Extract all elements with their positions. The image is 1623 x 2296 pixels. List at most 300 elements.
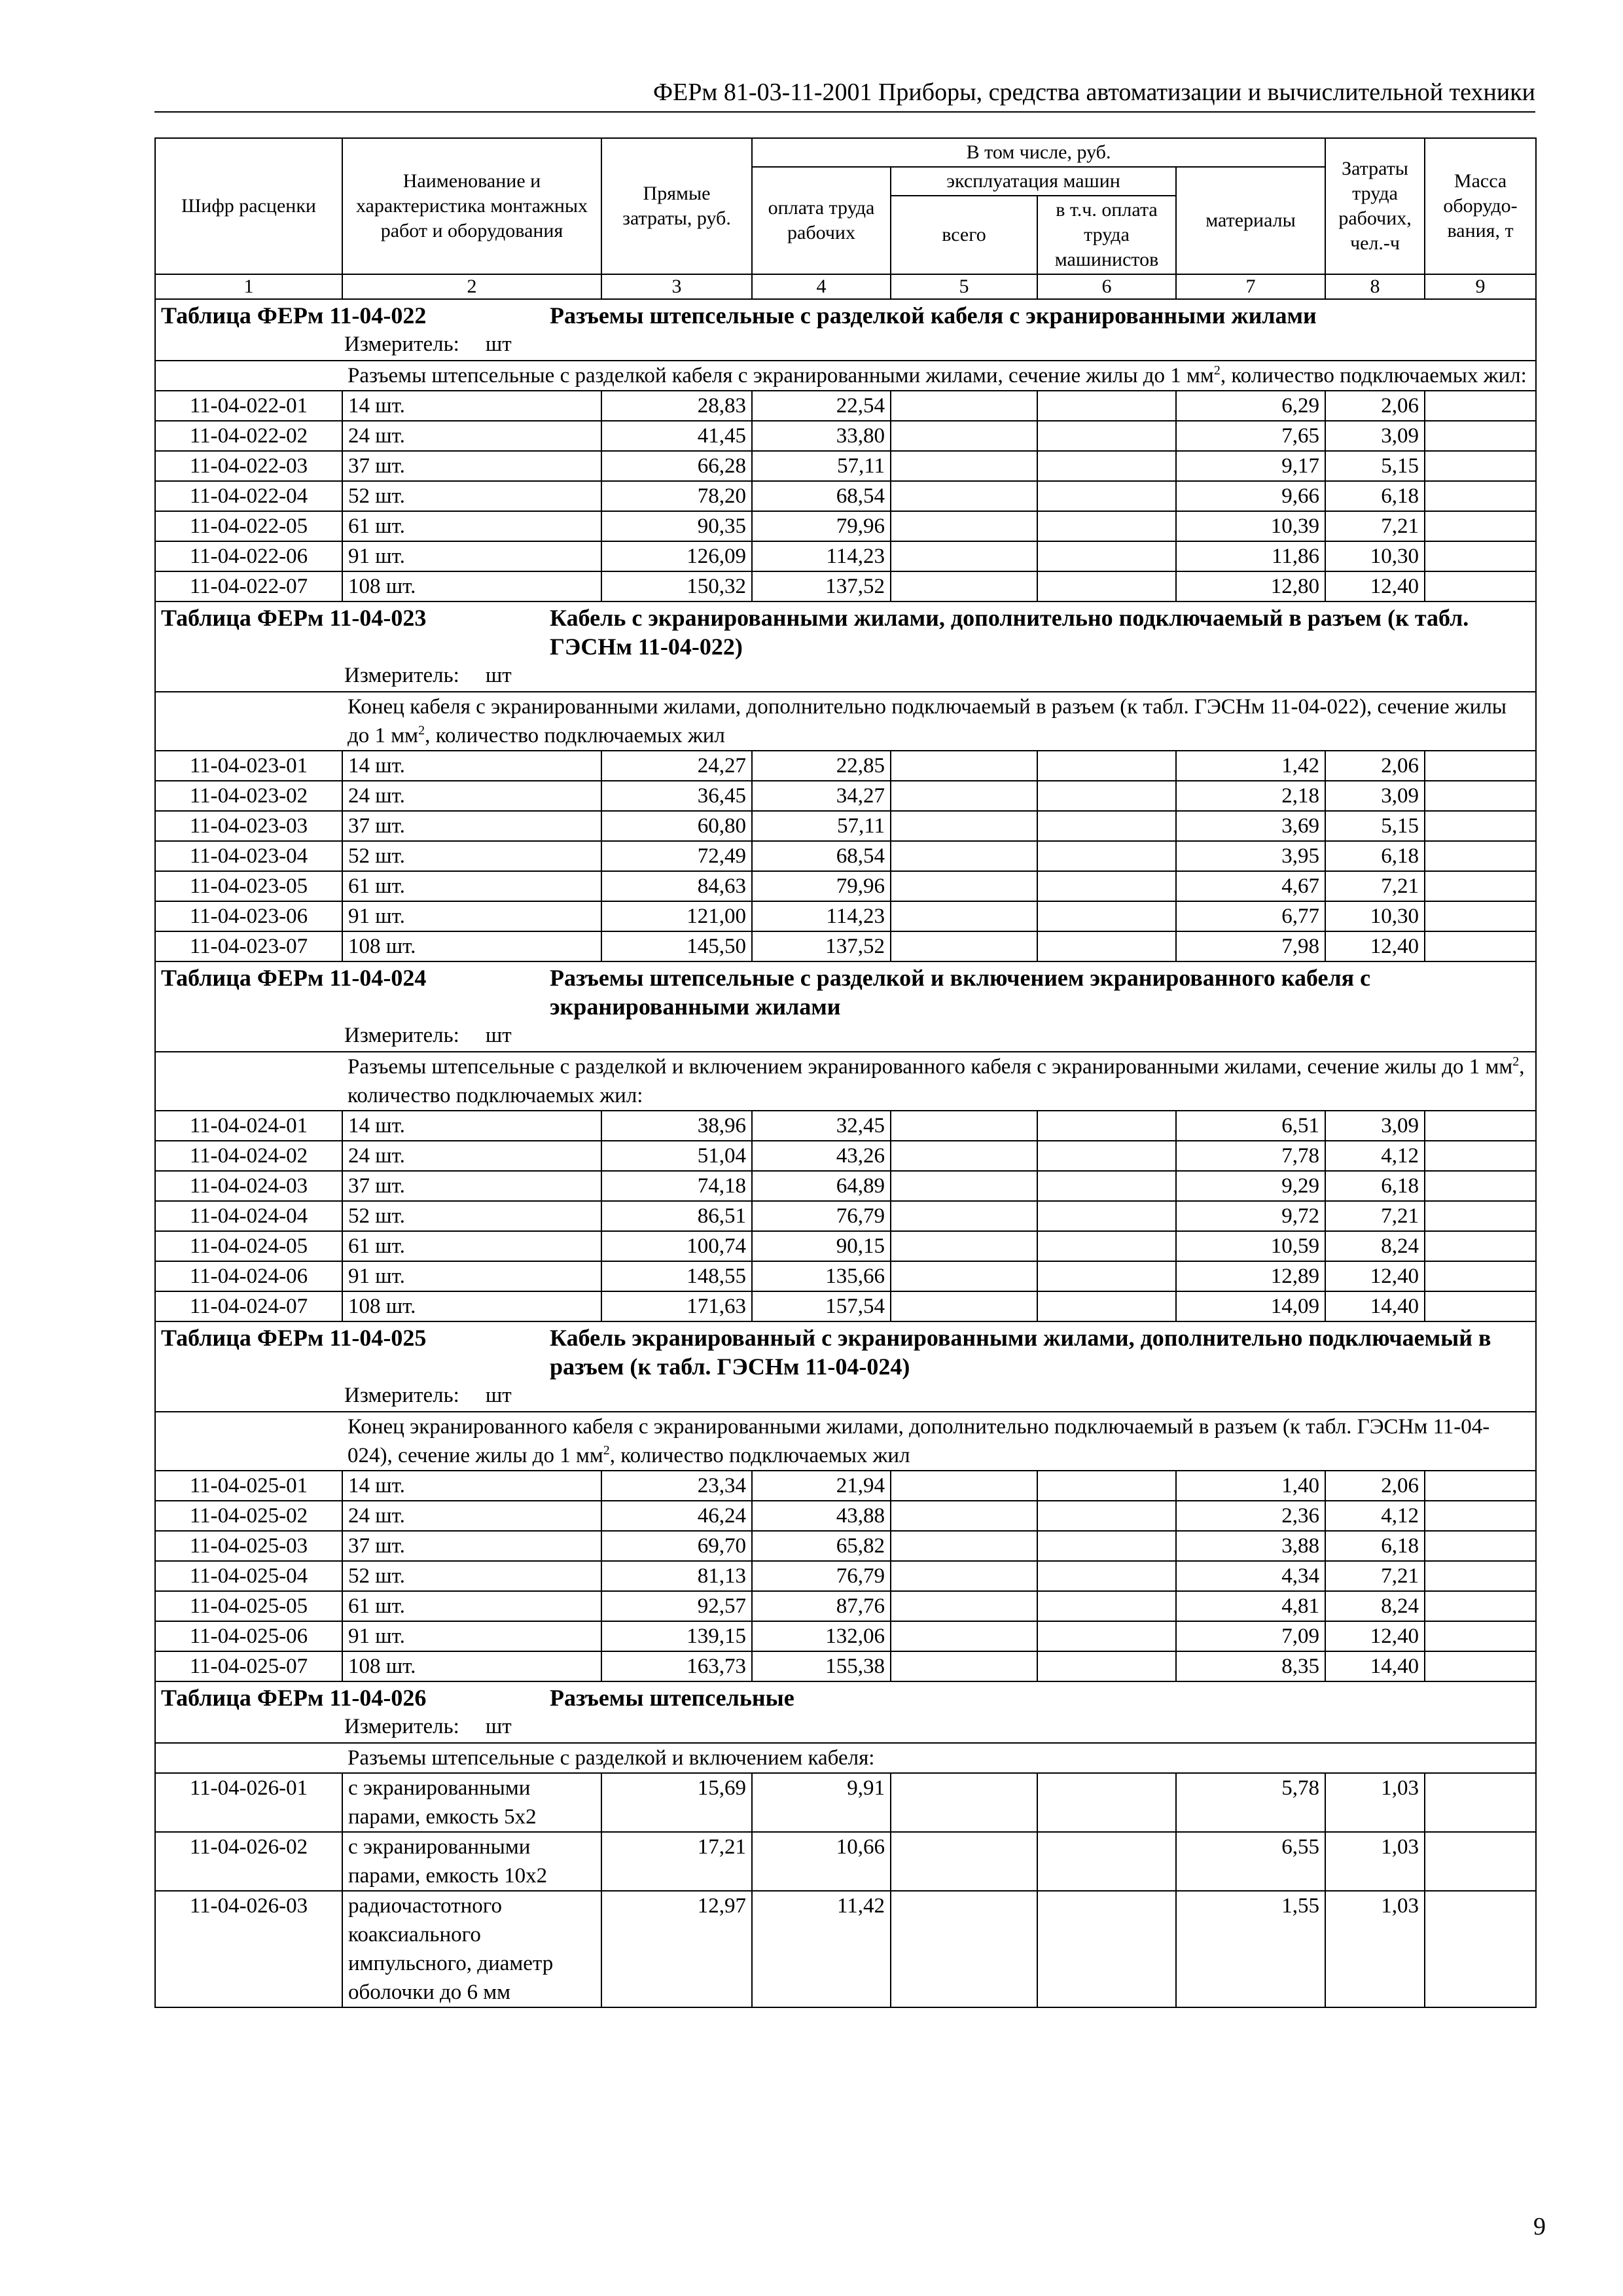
labor-pay: 87,76 <box>752 1591 891 1621</box>
direct-costs: 145,50 <box>601 931 752 961</box>
direct-costs: 12,97 <box>601 1891 752 2007</box>
direct-costs: 24,27 <box>601 751 752 781</box>
equipment-mass <box>1425 1471 1536 1501</box>
rate-code: 11-04-025-01 <box>155 1471 342 1501</box>
equipment-mass <box>1425 1891 1536 2007</box>
materials: 6,55 <box>1176 1832 1325 1891</box>
materials: 6,29 <box>1176 391 1325 421</box>
labor-hours: 6,18 <box>1325 841 1425 871</box>
description-spacer <box>155 361 342 391</box>
header-labor-costs: Затраты труда рабочих, чел.-ч <box>1325 138 1425 274</box>
labor-pay: 132,06 <box>752 1621 891 1651</box>
labor-hours: 14,40 <box>1325 1651 1425 1681</box>
equipment-mass <box>1425 421 1536 451</box>
labor-pay: 137,52 <box>752 571 891 601</box>
work-name: 24 шт. <box>342 421 601 451</box>
machinists-pay <box>1037 1471 1176 1501</box>
machines-total <box>891 1651 1037 1681</box>
rate-code: 11-04-022-07 <box>155 571 342 601</box>
work-name: 61 шт. <box>342 1231 601 1261</box>
materials: 1,42 <box>1176 751 1325 781</box>
table-row <box>155 1291 1536 1321</box>
materials: 5,78 <box>1176 1773 1325 1832</box>
machinists-pay <box>1037 751 1176 781</box>
materials: 2,18 <box>1176 781 1325 811</box>
labor-pay: 68,54 <box>752 841 891 871</box>
description-text-end: , количество подключаемых жил: <box>1220 364 1527 387</box>
machines-total <box>891 841 1037 871</box>
work-name: 91 шт. <box>342 1261 601 1291</box>
machinists-pay <box>1037 571 1176 601</box>
work-name: 24 шт. <box>342 1141 601 1171</box>
materials: 3,69 <box>1176 811 1325 841</box>
section-description <box>342 1743 1536 1773</box>
labor-pay: 64,89 <box>752 1171 891 1201</box>
table-row <box>155 901 1536 931</box>
work-name: с экранированными парами, емкость 10x2 <box>342 1832 601 1891</box>
rate-code: 11-04-024-03 <box>155 1171 342 1201</box>
machinists-pay <box>1037 1171 1176 1201</box>
labor-pay: 68,54 <box>752 481 891 511</box>
machinists-pay <box>1037 1501 1176 1531</box>
machines-total <box>891 541 1037 571</box>
description-superscript: 2 <box>418 723 425 738</box>
machines-total <box>891 391 1037 421</box>
work-name: 24 шт. <box>342 781 601 811</box>
equipment-mass <box>1425 841 1536 871</box>
work-name: 52 шт. <box>342 1201 601 1231</box>
direct-costs: 15,69 <box>601 1773 752 1832</box>
section-description <box>342 1412 1536 1471</box>
machines-total <box>891 421 1037 451</box>
column-number: 6 <box>1037 274 1176 299</box>
rate-code: 11-04-024-05 <box>155 1231 342 1261</box>
labor-hours: 6,18 <box>1325 1171 1425 1201</box>
machines-total <box>891 451 1037 481</box>
rate-code: 11-04-026-02 <box>155 1832 342 1891</box>
labor-pay: 157,54 <box>752 1291 891 1321</box>
section-title-cell <box>155 1321 1536 1412</box>
section-title-row <box>155 961 1536 1052</box>
direct-costs: 84,63 <box>601 871 752 901</box>
labor-pay: 57,11 <box>752 451 891 481</box>
description-spacer <box>155 692 342 751</box>
table-row <box>155 571 1536 601</box>
work-name: 61 шт. <box>342 511 601 541</box>
header-row-1 <box>155 138 1536 167</box>
section-title: Разъемы штепсельные с разделкой кабеля с экранированными жилами <box>550 302 1317 329</box>
materials: 3,95 <box>1176 841 1325 871</box>
machinists-pay <box>1037 1261 1176 1291</box>
materials: 11,86 <box>1176 541 1325 571</box>
description-spacer <box>155 1412 342 1471</box>
equipment-mass <box>1425 1531 1536 1561</box>
table-row <box>155 811 1536 841</box>
machines-total <box>891 1471 1037 1501</box>
labor-pay: 9,91 <box>752 1773 891 1832</box>
header-materials: материалы <box>1176 167 1325 274</box>
materials: 12,80 <box>1176 571 1325 601</box>
equipment-mass <box>1425 871 1536 901</box>
section-title-row <box>155 1321 1536 1412</box>
description-spacer <box>155 1052 342 1111</box>
direct-costs: 78,20 <box>601 481 752 511</box>
table-row <box>155 1501 1536 1531</box>
direct-costs: 66,28 <box>601 451 752 481</box>
materials: 7,09 <box>1176 1621 1325 1651</box>
rate-code: 11-04-025-03 <box>155 1531 342 1561</box>
direct-costs: 163,73 <box>601 1651 752 1681</box>
work-name: 37 шт. <box>342 451 601 481</box>
header-name: Наименование и характеристика монтажных работ и оборудования <box>342 138 601 274</box>
work-name: 37 шт. <box>342 1171 601 1201</box>
machinists-pay <box>1037 781 1176 811</box>
labor-pay: 43,26 <box>752 1141 891 1171</box>
rate-code: 11-04-024-01 <box>155 1111 342 1141</box>
work-name: 14 шт. <box>342 1471 601 1501</box>
header-direct-costs: Прямые затраты, руб. <box>601 138 752 274</box>
table-row <box>155 511 1536 541</box>
labor-hours: 2,06 <box>1325 751 1425 781</box>
machines-total <box>891 1531 1037 1561</box>
equipment-mass <box>1425 451 1536 481</box>
labor-pay: 43,88 <box>752 1501 891 1531</box>
work-name: 14 шт. <box>342 751 601 781</box>
labor-pay: 135,66 <box>752 1261 891 1291</box>
table-row <box>155 781 1536 811</box>
section-description-row <box>155 1412 1536 1471</box>
column-number: 3 <box>601 274 752 299</box>
machinists-pay <box>1037 451 1176 481</box>
labor-hours: 2,06 <box>1325 1471 1425 1501</box>
machines-total <box>891 1141 1037 1171</box>
materials: 4,34 <box>1176 1561 1325 1591</box>
rate-code: 11-04-024-02 <box>155 1141 342 1171</box>
rate-code: 11-04-026-03 <box>155 1891 342 2007</box>
labor-pay: 34,27 <box>752 781 891 811</box>
equipment-mass <box>1425 1111 1536 1141</box>
table-row <box>155 1141 1536 1171</box>
machinists-pay <box>1037 1201 1176 1231</box>
direct-costs: 171,63 <box>601 1291 752 1321</box>
direct-costs: 28,83 <box>601 391 752 421</box>
section-title: Кабель экранированный с экранированными жилами, дополнительно подключаемый в разъем (к табл. ГЭСНм 11-04-024) <box>550 1325 1491 1380</box>
description-text: Конец экранированного кабеля с экранированными жилами, дополнительно подключаемый в разъем (к табл. ГЭСНм 11-04-024), сечение жилы до 1 мм <box>348 1415 1490 1467</box>
machines-total <box>891 1621 1037 1651</box>
materials: 6,77 <box>1176 901 1325 931</box>
equipment-mass <box>1425 1501 1536 1531</box>
machinists-pay <box>1037 1111 1176 1141</box>
meter-label: Измеритель: <box>344 332 459 356</box>
rate-code: 11-04-023-05 <box>155 871 342 901</box>
materials: 9,17 <box>1176 451 1325 481</box>
running-header: ФЕРм 81-03-11-2001 Приборы, средства автоматизации и вычислительной техники <box>154 73 1535 113</box>
machinists-pay <box>1037 1832 1176 1891</box>
table-row <box>155 1471 1536 1501</box>
machinists-pay <box>1037 1591 1176 1621</box>
labor-hours: 8,24 <box>1325 1231 1425 1261</box>
machines-total <box>891 811 1037 841</box>
labor-hours: 1,03 <box>1325 1832 1425 1891</box>
labor-hours: 3,09 <box>1325 1111 1425 1141</box>
table-row <box>155 751 1536 781</box>
equipment-mass <box>1425 391 1536 421</box>
labor-hours: 1,03 <box>1325 1891 1425 2007</box>
description-spacer <box>155 1743 342 1773</box>
table-row <box>155 1561 1536 1591</box>
labor-hours: 4,12 <box>1325 1501 1425 1531</box>
machines-total <box>891 781 1037 811</box>
labor-pay: 32,45 <box>752 1111 891 1141</box>
labor-hours: 3,09 <box>1325 781 1425 811</box>
section-description-row <box>155 1743 1536 1773</box>
equipment-mass <box>1425 1591 1536 1621</box>
labor-pay: 33,80 <box>752 421 891 451</box>
machinists-pay <box>1037 1891 1176 2007</box>
materials: 1,40 <box>1176 1471 1325 1501</box>
description-text: Разъемы штепсельные с разделкой кабеля с экранированными жилами, сечение жилы до 1 мм <box>348 364 1214 387</box>
machinists-pay <box>1037 1651 1176 1681</box>
section-title-cell <box>155 299 1536 361</box>
section-title-cell <box>155 961 1536 1052</box>
description-text: Разъемы штепсельные с разделкой и включением кабеля: <box>348 1746 875 1770</box>
labor-pay: 155,38 <box>752 1651 891 1681</box>
table-row <box>155 1621 1536 1651</box>
header-code: Шифр расценки <box>155 138 342 274</box>
work-name: 61 шт. <box>342 871 601 901</box>
machinists-pay <box>1037 1621 1176 1651</box>
machines-total <box>891 1291 1037 1321</box>
section-description <box>342 1052 1536 1111</box>
equipment-mass <box>1425 1261 1536 1291</box>
materials: 9,29 <box>1176 1171 1325 1201</box>
section-id: Таблица ФЕРм 11-04-023 <box>161 605 427 631</box>
labor-hours: 2,06 <box>1325 391 1425 421</box>
labor-hours: 5,15 <box>1325 451 1425 481</box>
meter-unit: шт <box>485 664 512 687</box>
machinists-pay <box>1037 901 1176 931</box>
materials: 10,39 <box>1176 511 1325 541</box>
direct-costs: 60,80 <box>601 811 752 841</box>
work-name: 37 шт. <box>342 811 601 841</box>
direct-costs: 38,96 <box>601 1111 752 1141</box>
table-row <box>155 451 1536 481</box>
rate-code: 11-04-024-06 <box>155 1261 342 1291</box>
section-description <box>342 692 1536 751</box>
labor-hours: 12,40 <box>1325 931 1425 961</box>
machinists-pay <box>1037 811 1176 841</box>
column-number: 5 <box>891 274 1037 299</box>
labor-hours: 7,21 <box>1325 1561 1425 1591</box>
section-description-row <box>155 361 1536 391</box>
materials: 6,51 <box>1176 1111 1325 1141</box>
materials: 7,78 <box>1176 1141 1325 1171</box>
work-name: 108 шт. <box>342 1651 601 1681</box>
equipment-mass <box>1425 901 1536 931</box>
table-row <box>155 481 1536 511</box>
labor-pay: 57,11 <box>752 811 891 841</box>
labor-hours: 8,24 <box>1325 1591 1425 1621</box>
description-superscript: 2 <box>603 1443 610 1458</box>
table-row <box>155 421 1536 451</box>
rate-code: 11-04-024-07 <box>155 1291 342 1321</box>
table-row <box>155 1531 1536 1561</box>
work-name: 14 шт. <box>342 1111 601 1141</box>
direct-costs: 17,21 <box>601 1832 752 1891</box>
description-text-end: , количество подключаемых жил <box>609 1444 910 1467</box>
labor-hours: 12,40 <box>1325 1261 1425 1291</box>
materials: 4,67 <box>1176 871 1325 901</box>
machines-total <box>891 871 1037 901</box>
direct-costs: 36,45 <box>601 781 752 811</box>
labor-hours: 1,03 <box>1325 1773 1425 1832</box>
rate-code: 11-04-023-06 <box>155 901 342 931</box>
direct-costs: 92,57 <box>601 1591 752 1621</box>
labor-pay: 10,66 <box>752 1832 891 1891</box>
materials: 8,35 <box>1176 1651 1325 1681</box>
table-row <box>155 931 1536 961</box>
labor-hours: 7,21 <box>1325 1201 1425 1231</box>
equipment-mass <box>1425 1832 1536 1891</box>
direct-costs: 139,15 <box>601 1621 752 1651</box>
meter-label: Измеритель: <box>344 1024 459 1047</box>
column-number: 2 <box>342 274 601 299</box>
machinists-pay <box>1037 481 1176 511</box>
labor-hours: 12,40 <box>1325 1621 1425 1651</box>
machinists-pay <box>1037 1141 1176 1171</box>
direct-costs: 148,55 <box>601 1261 752 1291</box>
equipment-mass <box>1425 1141 1536 1171</box>
labor-pay: 76,79 <box>752 1201 891 1231</box>
machines-total <box>891 571 1037 601</box>
section-title-row <box>155 299 1536 361</box>
materials: 7,65 <box>1176 421 1325 451</box>
page-number: 9 <box>1533 2213 1546 2240</box>
rate-code: 11-04-023-01 <box>155 751 342 781</box>
direct-costs: 100,74 <box>601 1231 752 1261</box>
section-description-row <box>155 1052 1536 1111</box>
labor-pay: 22,85 <box>752 751 891 781</box>
description-text: Разъемы штепсельные с разделкой и включением экранированного кабеля с экранированными жилами, сечение жилы до 1 мм <box>348 1055 1513 1079</box>
work-name: 91 шт. <box>342 1621 601 1651</box>
rate-code: 11-04-022-05 <box>155 511 342 541</box>
materials: 14,09 <box>1176 1291 1325 1321</box>
description-text-end: , количество подключаемых жил: <box>348 1055 1525 1107</box>
rate-code: 11-04-022-01 <box>155 391 342 421</box>
equipment-mass <box>1425 811 1536 841</box>
table-row <box>155 1651 1536 1681</box>
description-superscript: 2 <box>1512 1054 1520 1069</box>
labor-pay: 11,42 <box>752 1891 891 2007</box>
equipment-mass <box>1425 541 1536 571</box>
section-title-row <box>155 1681 1536 1743</box>
labor-hours: 6,18 <box>1325 1531 1425 1561</box>
machines-total <box>891 1111 1037 1141</box>
direct-costs: 69,70 <box>601 1531 752 1561</box>
equipment-mass <box>1425 571 1536 601</box>
section-title-cell <box>155 601 1536 692</box>
section-title: Разъемы штепсельные с разделкой и включением экранированного кабеля с экранированными жилами <box>550 965 1371 1020</box>
work-name: 91 шт. <box>342 901 601 931</box>
section-title: Разъемы штепсельные <box>550 1685 794 1711</box>
table-row <box>155 541 1536 571</box>
direct-costs: 126,09 <box>601 541 752 571</box>
materials: 4,81 <box>1176 1591 1325 1621</box>
table-row <box>155 1201 1536 1231</box>
column-numbers-row <box>155 274 1536 299</box>
machinists-pay <box>1037 1561 1176 1591</box>
rate-code: 11-04-022-06 <box>155 541 342 571</box>
machines-total <box>891 751 1037 781</box>
labor-hours: 10,30 <box>1325 901 1425 931</box>
column-number: 4 <box>752 274 891 299</box>
meter-label: Измеритель: <box>344 1715 459 1738</box>
table-row <box>155 1891 1536 2007</box>
labor-pay: 79,96 <box>752 871 891 901</box>
section-id: Таблица ФЕРм 11-04-022 <box>161 302 427 329</box>
header-machinists-pay: в т.ч. оплата труда машинистов <box>1037 196 1176 274</box>
description-text: Конец кабеля с экранированными жилами, дополнительно подключаемый в разъем (к табл. ГЭСНм 11-04-022), сечение жилы до 1 мм <box>348 695 1507 747</box>
table-row <box>155 1261 1536 1291</box>
header-machines-total: всего <box>891 196 1037 274</box>
work-name: 91 шт. <box>342 541 601 571</box>
equipment-mass <box>1425 1621 1536 1651</box>
direct-costs: 51,04 <box>601 1141 752 1171</box>
machinists-pay <box>1037 421 1176 451</box>
machines-total <box>891 1891 1037 2007</box>
equipment-mass <box>1425 1291 1536 1321</box>
labor-pay: 90,15 <box>752 1231 891 1261</box>
materials: 2,36 <box>1176 1501 1325 1531</box>
machines-total <box>891 1591 1037 1621</box>
machines-total <box>891 1773 1037 1832</box>
meter-label: Измеритель: <box>344 1384 459 1407</box>
table-row <box>155 1111 1536 1141</box>
rate-code: 11-04-025-06 <box>155 1621 342 1651</box>
table-row <box>155 841 1536 871</box>
machines-total <box>891 1231 1037 1261</box>
rate-code: 11-04-022-02 <box>155 421 342 451</box>
work-name: радиочастотного коаксиального импульсного, диаметр оболочки до 6 мм <box>342 1891 601 2007</box>
equipment-mass <box>1425 511 1536 541</box>
direct-costs: 121,00 <box>601 901 752 931</box>
meter-unit: шт <box>485 332 512 356</box>
machines-total <box>891 1261 1037 1291</box>
direct-costs: 86,51 <box>601 1201 752 1231</box>
description-superscript: 2 <box>1213 363 1221 378</box>
table-row <box>155 1773 1536 1832</box>
labor-pay: 65,82 <box>752 1531 891 1561</box>
table-row <box>155 1832 1536 1891</box>
materials: 10,59 <box>1176 1231 1325 1261</box>
description-text-end: , количество подключаемых жил <box>425 724 725 747</box>
table-row <box>155 1591 1536 1621</box>
labor-hours: 5,15 <box>1325 811 1425 841</box>
machines-total <box>891 1501 1037 1531</box>
work-name: 61 шт. <box>342 1591 601 1621</box>
direct-costs: 90,35 <box>601 511 752 541</box>
equipment-mass <box>1425 1231 1536 1261</box>
labor-pay: 76,79 <box>752 1561 891 1591</box>
meter-label: Измеритель: <box>344 664 459 687</box>
rate-code: 11-04-023-02 <box>155 781 342 811</box>
materials: 7,98 <box>1176 931 1325 961</box>
machinists-pay <box>1037 511 1176 541</box>
work-name: 108 шт. <box>342 931 601 961</box>
machinists-pay <box>1037 391 1176 421</box>
table-row <box>155 871 1536 901</box>
price-table <box>154 137 1537 2008</box>
